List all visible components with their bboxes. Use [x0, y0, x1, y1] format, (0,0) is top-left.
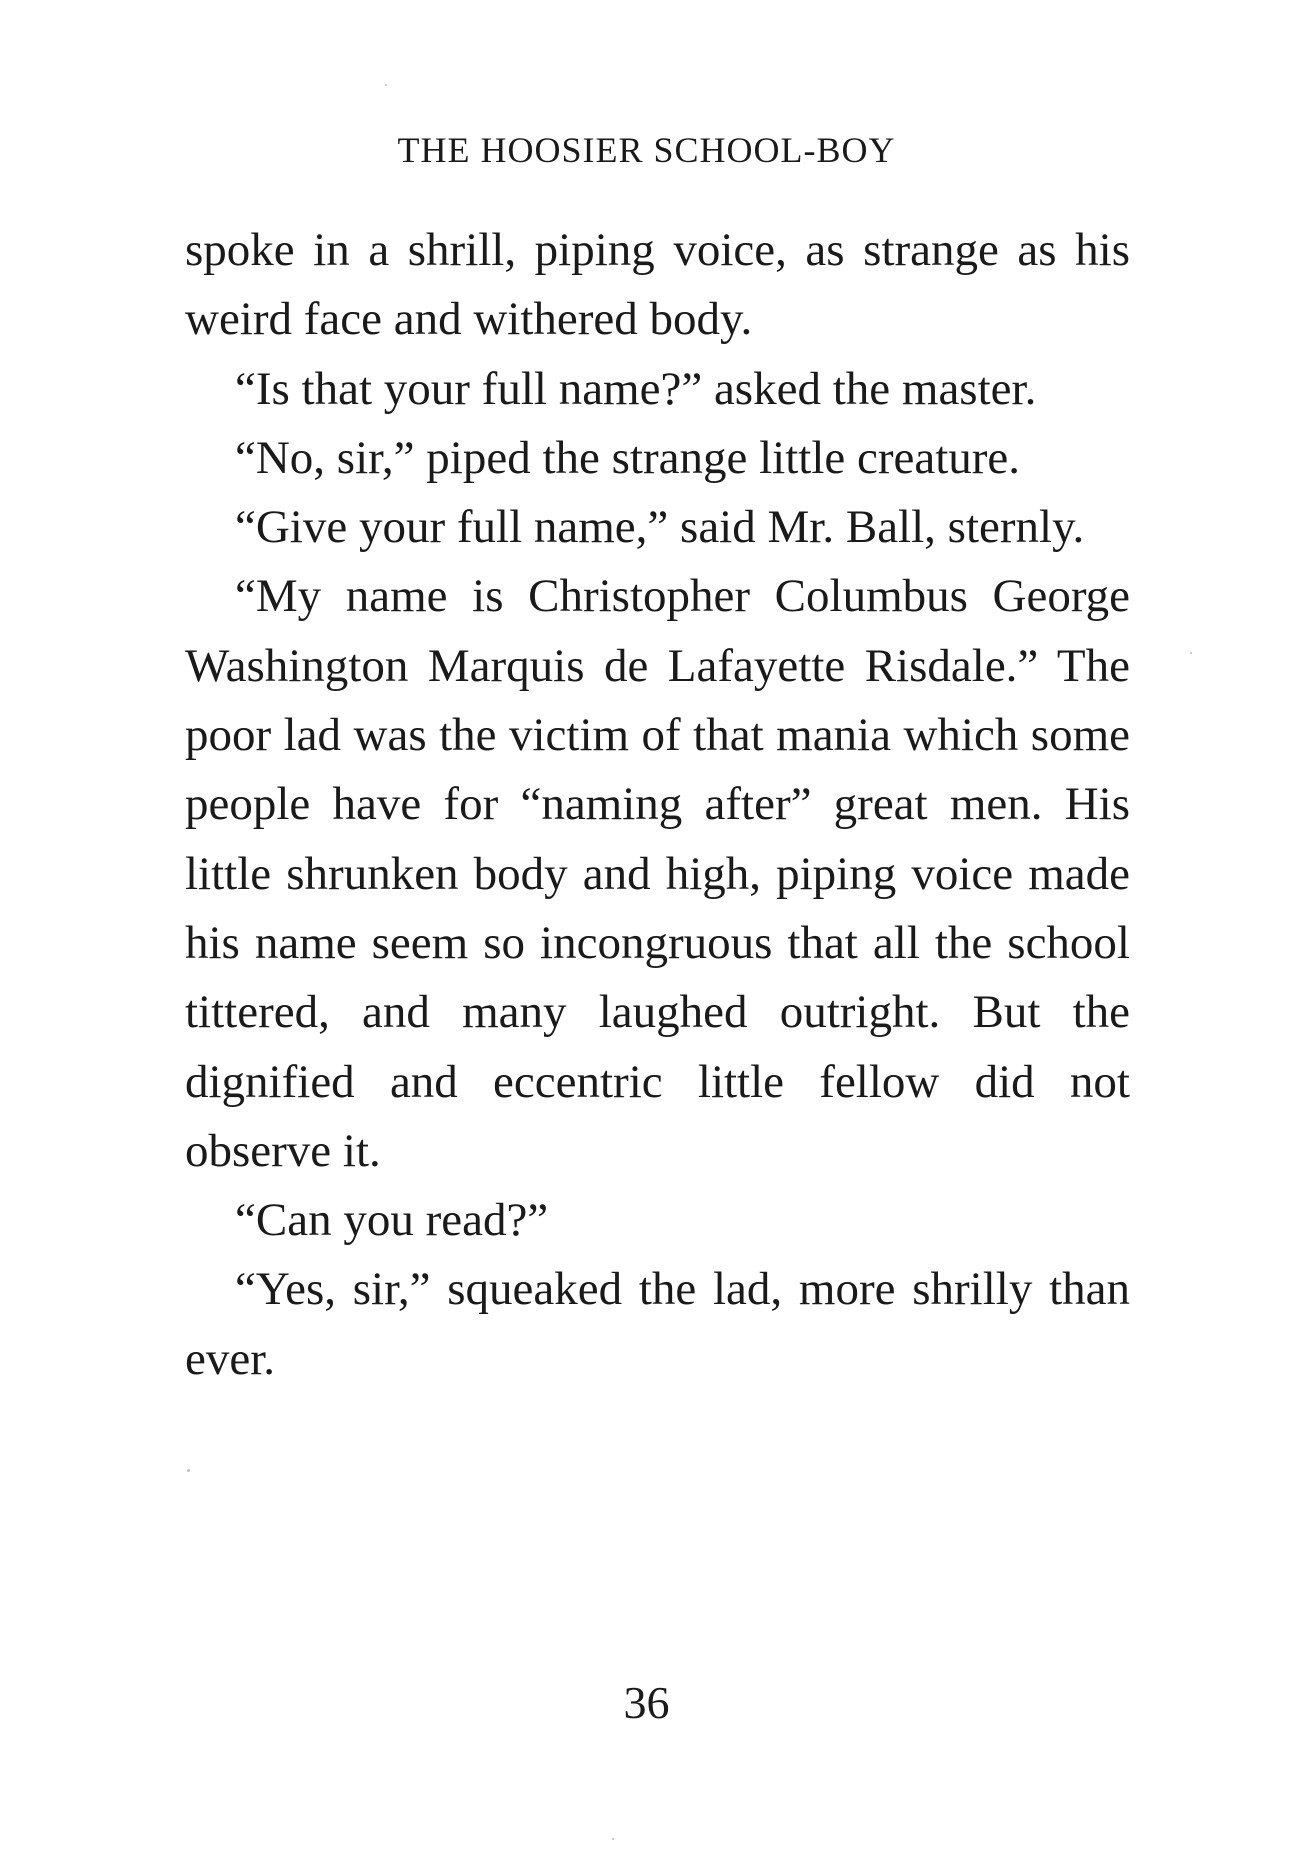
paragraph-yes-sir: “Yes, sir,” squeaked the lad, more shrilly than ever.	[185, 1263, 1130, 1385]
body-text	[185, 216, 1130, 1394]
page-number: 36	[623, 1677, 670, 1728]
paper-speck	[1190, 652, 1192, 654]
paragraph-my-name-is: “My name is Christopher Columbus George Washington Marquis de Lafayette Risdale.” The poor lad was the victim of that mania which some people have for “naming after” great men. His little shrunken body and high, piping voice made his name seem so incongruous that all the school tittered, and many laughed outright. But the dignified and eccentric little fellow did not observe it.	[185, 570, 1130, 1177]
paper-speck	[612, 1838, 614, 1840]
running-head: THE HOOSIER SCHOOL-BOY	[397, 130, 896, 170]
paragraph-can-you-read: “Can you read?”	[235, 1194, 549, 1247]
paragraph-continuation: spoke in a shrill, piping voice, as strange as his weird face and withered body.	[185, 224, 1130, 346]
paper-speck	[385, 84, 387, 86]
paper-speck	[187, 1469, 190, 1472]
paragraph-full-name-question: “Is that your full name?” asked the master.	[235, 362, 1037, 415]
paragraph-give-full-name: “Give your full name,” said Mr. Ball, sternly.	[235, 501, 1085, 554]
paragraph-no-sir: “No, sir,” piped the strange little creature.	[235, 431, 1021, 484]
